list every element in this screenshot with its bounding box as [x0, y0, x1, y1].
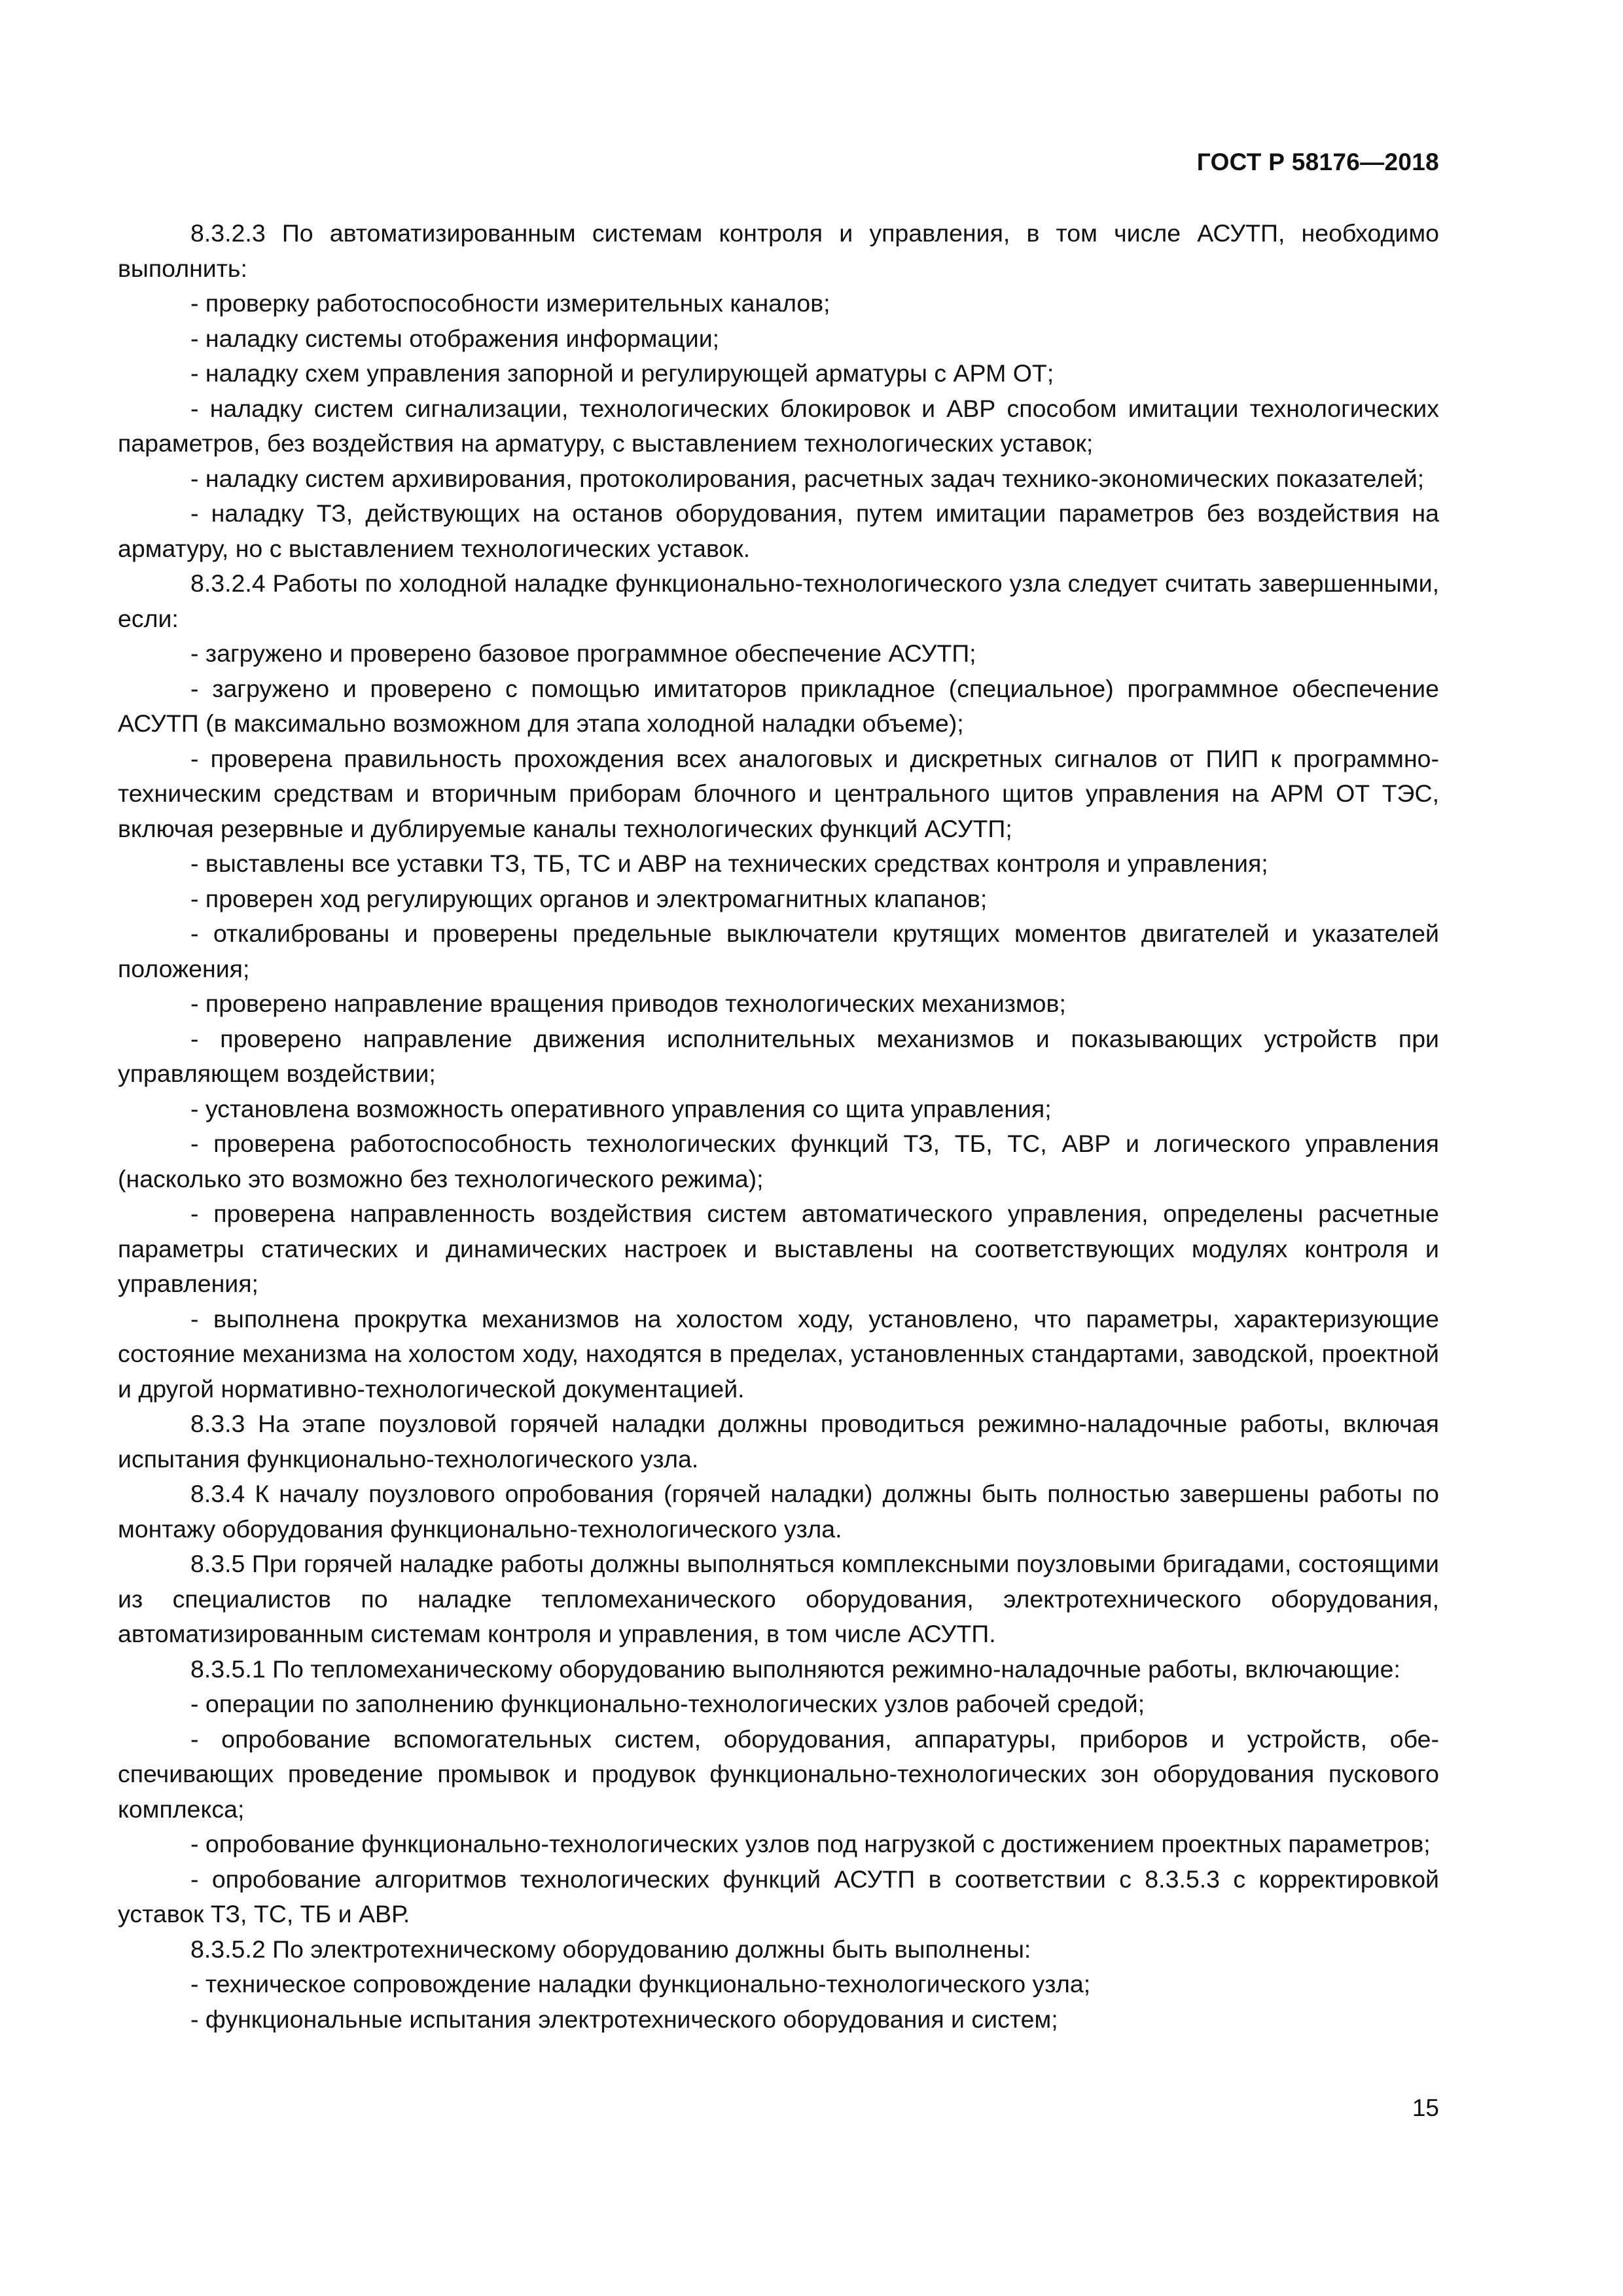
- paragraph: 8.3.3 На этапе поузловой горячей наладки должны проводиться режимно-наладочные работы, включая испытания функционально-технологического узла.: [118, 1410, 1439, 1473]
- list-item: - наладку ТЗ, действующих на останов оборудования, путем имитации параметров без воздействия на арматуру, но с выставлением технологических уставок.: [118, 499, 1439, 562]
- list-item: - проверена направленность воздействия систем автоматического управления, определены расчетные параметры статических и динамических настроек и выставлены на соответствующих модулях контроля и управления;: [118, 1200, 1439, 1297]
- list-item: - функциональные испытания электротехнического оборудования и систем;: [190, 2005, 1058, 2033]
- list-item: - опробование алгоритмов технологических функций АСУТП в соответствии с 8.3.5.3 с корректировкой уставок ТЗ, ТС, ТБ и АВР.: [118, 1865, 1439, 1928]
- list-item: - наладку систем сигнализации, технологических блокировок и АВР способом имитации технологических параметров, без воздействия на арматуру, с выставлением технологических уставок;: [118, 394, 1439, 457]
- list-item: - проверен ход регулирующих органов и электромагнитных клапанов;: [190, 884, 988, 912]
- document-page: [118, 0, 1439, 2296]
- list-item: - проверку работоспособности измерительных каналов;: [190, 289, 830, 317]
- paragraph: 8.3.4 К началу поузлового опробования (горячей наладки) должны быть полностью завершены работы по монтажу оборудования функционально-технологического узла.: [118, 1480, 1439, 1543]
- list-item: - выполнена прокрутка механизмов на холостом ходу, установлено, что параметры, характеризующие состояние механизма на холостом ходу, находятся в пределах, установленных стандартами, заводской, проектной и другой нормативно-технологической документацией.: [118, 1304, 1439, 1403]
- list-item: - откалиброваны и проверены предельные выключатели крутящих моментов двигателей и указателей положения;: [118, 920, 1439, 982]
- list-item: - проверено направление движения исполнительных механизмов и показывающих устройств при управляющем воздействии;: [118, 1024, 1439, 1087]
- list-item: - операции по заполнению функционально-технологических узлов рабочей средой;: [190, 1690, 1145, 1717]
- list-item: - наладку схем управления запорной и регулирующей арматуры с АРМ ОТ;: [190, 359, 1054, 387]
- list-item: - загружено и проверено базовое программное обеспечение АСУТП;: [190, 639, 976, 667]
- list-item: - опробование вспомогательных систем, оборудования, аппаратуры, приборов и устройств, обеспечивающих проведение промывок и продувок функционально-технологических зон оборудования пускового комплекса;: [118, 1725, 1439, 1823]
- paragraph: 8.3.2.3 По автоматизированным системам контроля и управления, в том числе АСУТП, необходимо выполнить:: [118, 219, 1439, 282]
- page-number: 15: [1412, 2094, 1439, 2121]
- document-body: [118, 216, 1439, 2037]
- list-item: - проверена работоспособность технологических функций ТЗ, ТБ, ТС, АВР и логического управления (насколько это возможно без технологического режима);: [118, 1130, 1439, 1193]
- paragraph: 8.3.5.2 По электротехническому оборудованию должны быть выполнены:: [190, 1935, 1031, 1963]
- list-item: - опробование функционально-технологических узлов под нагрузкой с достижением проектных параметров;: [190, 1830, 1431, 1857]
- list-item: - загружено и проверено с помощью имитаторов прикладное (специальное) программное обеспечение АСУТП (в максимально возможном для этапа холодной наладки объеме);: [118, 674, 1439, 737]
- list-item: - наладку систем архивирования, протоколирования, расчетных задач технико-экономических показателей;: [190, 464, 1425, 492]
- paragraph: 8.3.5 При горячей наладке работы должны выполняться комплексными поузловыми бригадами, состоящими из специалистов по наладке тепломеханического оборудования, электротехнического оборудования, автоматизированным системам контроля и управления, в том числе АСУТП.: [118, 1550, 1439, 1647]
- list-item: - установлена возможность оперативного управления со щита управления;: [190, 1094, 1052, 1122]
- list-item: - проверено направление вращения приводов технологических механизмов;: [190, 990, 1066, 1017]
- paragraph: 8.3.5.1 По тепломеханическому оборудованию выполняются режимно-наладочные работы, включающие:: [190, 1655, 1400, 1683]
- list-item: - проверена правильность прохождения всех аналоговых и дискретных сигналов от ПИП к программно-техническим средствам и вторичным приборам блочного и центрального щитов управления на АРМ ОТ ТЭС, включая резервные и дублируемые каналы технологических функций АСУТП;: [118, 744, 1439, 842]
- paragraph: 8.3.2.4 Работы по холодной наладке функционально-технологического узла следует считать завершенными, если:: [118, 569, 1439, 632]
- list-item: - выставлены все уставки ТЗ, ТБ, ТС и АВР на технических средствах контроля и управления;: [190, 850, 1268, 877]
- document-code-header: ГОСТ Р 58176—2018: [1196, 149, 1439, 175]
- list-item: - техническое сопровождение наладки функционально-технологического узла;: [190, 1970, 1091, 1998]
- list-item: - наладку системы отображения информации;: [190, 324, 720, 352]
